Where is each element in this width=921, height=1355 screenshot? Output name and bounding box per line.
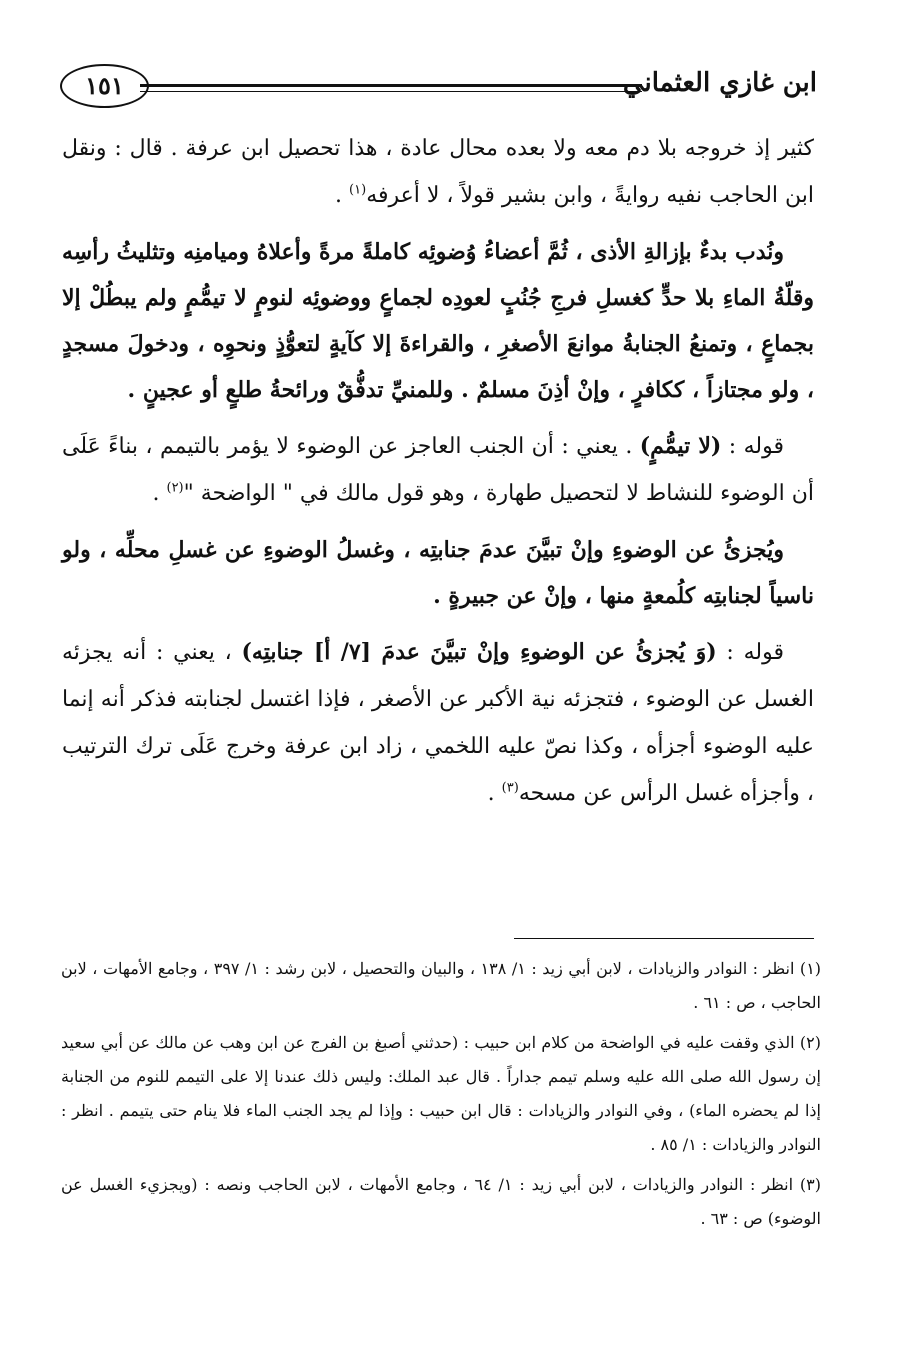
running-title: ابن غازي العثماني — [622, 68, 817, 98]
footnote-separator — [514, 938, 814, 939]
footnote-1: (١) انظر : النوادر والزيادات ، لابن أبي زيد : ١/ ١٣٨ ، والبيان والتحصيل ، لابن رشد : ١/ ٣٩٧ ، وجامع الأمهات ، لابن الحاجب ، ص : ٦١ . — [61, 959, 822, 1012]
matn-paragraph-2: ويُجزئُ عن الوضوءِ وإنْ تبيَّنَ عدمَ جنابتِه ، وغسلُ الوضوءِ عن غسلِ محلِّه ، ولو ناسياً لجنابتِه كلُمعةٍ منها ، وإنْ عن جبيرةٍ . — [62, 537, 814, 609]
commentary-2-text: ، يعني : أنه يجزئه الغسل عن الوضوء ، فتجزئه نية الأكبر عن الأصغر ، فإذا اغتسل لجنابته فذكر أنه إنما عليه الوضوء أجزأه ، وكذا نصّ عليه اللخمي ، زاد ابن عرفة وخرج عَلَى ترك الترتيب ، وأجزأه غسل الرأس عن مسحه — [62, 640, 814, 806]
footnote-2: (٢) الذي وقفت عليه في الواضحة من كلام ابن حبيب : (حدثني أصبغ بن الفرج عن ابن وهب عن مالك عن أبي سعيد إن رسول الله صلى الله عليه وسلم تيمم جداراً . قال عبد الملك: وليس ذلك عندنا إلا على التيمم للنوم من الجنابة إذا لم يحضره الماء) ، وفي النوادر والزيادات : قال ابن حبيب : وإذا لم يجد الجنب الماء فلا ينام حتى يتيمم . انظر : النوادر والزيادات : ١/ ٨٥ . — [61, 1033, 821, 1154]
footnote-3: (٣) انظر : النوادر والزيادات ، لابن أبي زيد : ١/ ٦٤ ، وجامع الأمهات ، لابن الحاجب ونصه : (ويجزيء الغسل عن الوضوء) ص : ٦٣ . — [61, 1175, 821, 1228]
paragraph-1-end: . — [335, 183, 350, 208]
footnote-ref-1: (١) — [349, 182, 367, 198]
commentary-1-quote: (لا تيمُّمٍ) — [639, 433, 722, 459]
commentary-2-end: . — [487, 781, 502, 806]
footnote-ref-2: (٢) — [166, 480, 184, 496]
commentary-2-quote: (وَ يُجزئُ عن الوضوءِ وإنْ تبيَّنَ عدمَ [٧/ أ] جنابتِه) — [241, 639, 717, 665]
paragraph-1 — [62, 125, 814, 219]
footnote-ref-3: (٣) — [501, 780, 519, 796]
commentary-1-end: . — [152, 481, 167, 506]
paragraph-1-text: كثير إذ خروجه بلا دم معه ولا بعده محال عادة ، هذا تحصيل ابن عرفة . قال : ونقل ابن الحاجب نفيه روايةً ، وابن بشير قولاً ، لا أعرفه — [62, 136, 814, 208]
commentary-2-lead: قوله : — [716, 640, 784, 665]
footnotes — [61, 952, 821, 1242]
main-text — [62, 125, 814, 827]
header-rule — [140, 84, 642, 92]
page-header — [60, 62, 817, 122]
page-number: ١٥١ — [60, 64, 149, 108]
commentary-1-text: . يعني : أن الجنب العاجز عن الوضوء لا يؤمر بالتيمم ، بناءً عَلَى أن الوضوء للنشاط لا لتحصيل طهارة ، وهو قول مالك في " الواضحة " — [62, 434, 814, 506]
matn-paragraph-1: ونُدب بدءٌ بإزالةِ الأذى ، ثُمَّ أعضاءُ وُضوئِه كاملةً مرةً وأعلاهُ وميامنِه وتثليثُ رأسِه وقلّةُ الماءِ بلا حدٍّ كغسلِ فرجِ جُنُبٍ لعودِه لجماعٍ ووضوئِه لنومٍ لا تيمُّمٍ ولم يبطُلْ إلا بجماعٍ ، وتمنعُ الجنابةُ موانعَ الأصغرِ ، والقراءةَ إلا كآيةٍ لتعوُّذٍ ونحوِه ، ودخولَ مسجدٍ ، ولو مجتازاً ، ككافرٍ ، وإنْ أذِنَ مسلمٌ . وللمنيِّ تدفُّقٌ ورائحةُ طلعٍ أو عجينٍ . — [62, 239, 814, 403]
commentary-paragraph-2 — [62, 629, 814, 817]
commentary-1-lead: قوله : — [721, 434, 784, 459]
commentary-paragraph-1 — [62, 423, 814, 517]
